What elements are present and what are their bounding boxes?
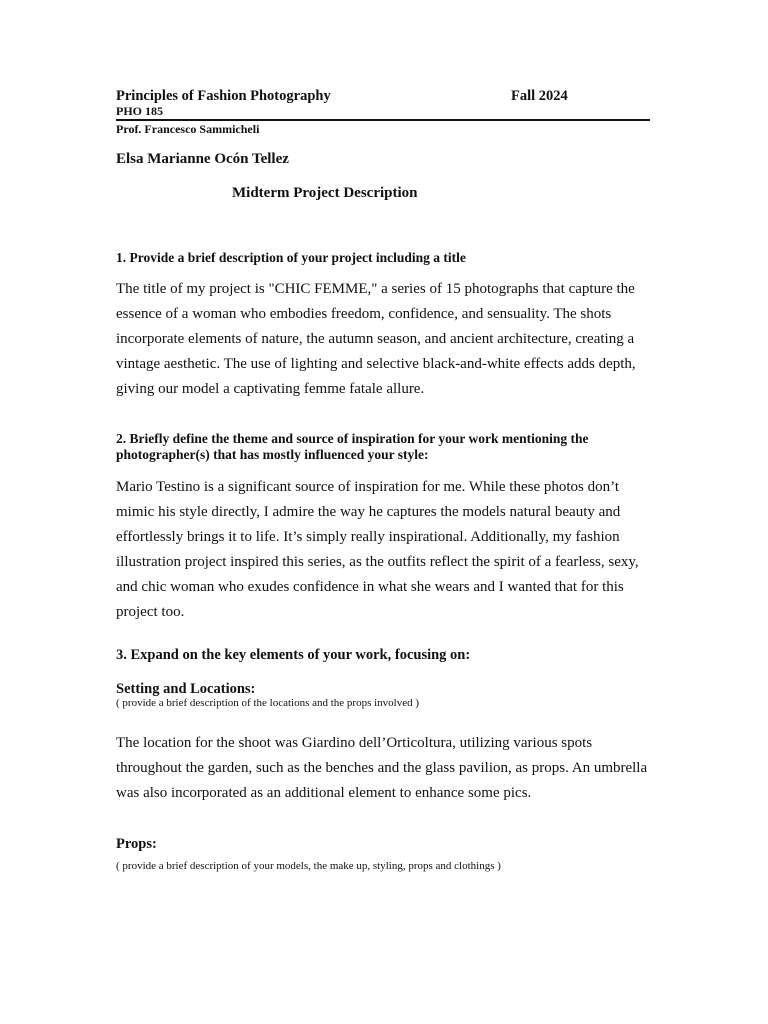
hint-props: ( provide a brief description of your models, the make up, styling, props and clothings ) [116, 860, 501, 872]
subheading-props: Props: [116, 836, 157, 852]
answer-2: Mario Testino is a significant source of inspiration for me. While these photos don’t mimic his style directly, I admire the way he captures the models natural beauty and effortlessly brings it to life. It’s simply really inspirational. Additionally, my fashion illustration project inspired this series, as the outfits reflect the spirit of a fearless, sexy, and chic woman who exudes confidence in what she wears and I wanted that for this project too. [116, 479, 639, 620]
professor-name: Prof. Francesco Sammicheli [116, 122, 260, 136]
document-title: Midterm Project Description [232, 185, 418, 201]
question-1: 1. Provide a brief description of your project including a title [116, 250, 466, 265]
course-code: PHO 185 [116, 104, 163, 118]
header-divider [116, 119, 650, 121]
question-3: 3. Expand on the key elements of your work, focusing on: [116, 647, 471, 663]
term: Fall 2024 [511, 88, 568, 104]
question-2: 2. Briefly define the theme and source of inspiration for your work mentioning the photographer(s) that has mostly influenced your style: [116, 431, 589, 462]
student-name: Elsa Marianne Ocón Tellez [116, 151, 289, 167]
answer-setting-locations: The location for the shoot was Giardino dell’Orticoltura, utilizing various spots throughout the garden, such as the benches and the glass pavilion, as props. An umbrella was also incorporated as an additional element to enhance some pics. [116, 735, 648, 801]
course-title: Principles of Fashion Photography [116, 88, 331, 104]
hint-setting-locations: ( provide a brief description of the locations and the props involved ) [116, 697, 420, 709]
answer-1: The title of my project is "CHIC FEMME," a series of 15 photographs that capture the essence of a woman who embodies freedom, confidence, and sensuality. The shots incorporate elements of nature, the autumn season, and ancient architecture, creating a vintage aesthetic. The use of lighting and selective black-and-white effects adds depth, giving our model a captivating femme fatale allure. [116, 281, 636, 397]
subheading-setting-locations: Setting and Locations: [116, 681, 256, 697]
